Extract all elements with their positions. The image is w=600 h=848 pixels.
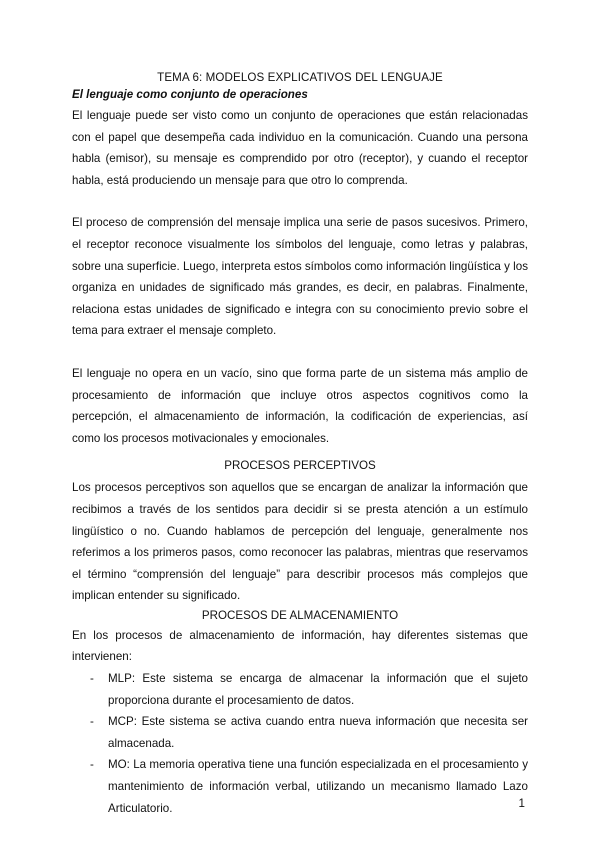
list-item-mcp: [90, 711, 528, 754]
almacenamiento-paragraph: En los procesos de almacenamiento de información, hay diferentes sistemas que intervienen:: [72, 628, 528, 664]
list-item-mo: [90, 754, 528, 819]
document-title: TEMA 6: MODELOS EXPLICATIVOS DEL LENGUAJE: [157, 71, 443, 84]
storage-systems-list: [72, 668, 528, 819]
paragraph-spacer: [72, 191, 528, 212]
page-number: 1: [518, 797, 525, 810]
dash-bullet: -: [90, 715, 94, 729]
list-item-mlp: [90, 668, 528, 711]
dash-bullet: -: [90, 758, 94, 772]
document-page: [72, 70, 528, 819]
intro-paragraph-2: El proceso de comprensión del mensaje implica una serie de pasos sucesivos. Primero, el receptor reconoce visualmente los símbolos del lenguaje, como letras y palabras, sobre una superficie. Luego, interpreta estos símbolos como información lingüística y los organiza en unidades de significado más grandes, es decir, en palabras. Finalmente, relaciona estas unidades de significado e integra con su conocimiento previo sobre el tema para extraer el mensaje completo.: [72, 216, 528, 338]
document-subtitle: El lenguaje como conjunto de operaciones: [72, 88, 308, 101]
paragraph-spacer: [72, 342, 528, 363]
perceptivos-paragraph: Los procesos perceptivos son aquellos que se encargan de analizar la información que recibimos a través de los sentidos para decidir si se presta atención a un estímulo lingüístico o no. Cuando hablamos de percepción del lenguaje, generalmente nos referimos a los primeros pasos, como reconocer las palabras, mientras que reservamos el término “comprensión del lenguaje” para describir procesos más complejos que implican entender su significado.: [72, 481, 528, 603]
list-item-text: MLP: Este sistema se encarga de almacenar la información que el sujeto proporciona durante el procesamiento de datos.: [108, 672, 528, 707]
intro-paragraph-1: El lenguaje puede ser visto como un conjunto de operaciones que están relacionadas con el papel que desempeña cada individuo en la comunicación. Cuando una persona habla (emisor), su mensaje es comprendido por otro (receptor), y cuando el receptor habla, está produciendo un mensaje para que otro lo comprenda.: [72, 109, 528, 187]
list-item-text: MCP: Este sistema se activa cuando entra nueva información que necesita ser almacenada.: [108, 715, 528, 750]
dash-bullet: -: [90, 672, 94, 686]
list-item-text: MO: La memoria operativa tiene una función especializada en el procesamiento y mantenimiento de información verbal, utilizando un mecanismo llamado Lazo Articulatorio.: [108, 758, 528, 815]
section-heading-perceptivos: PROCESOS PERCEPTIVOS: [224, 459, 376, 473]
intro-paragraph-3: El lenguaje no opera en un vacío, sino que forma parte de un sistema más amplio de procesamiento de información que incluye otros aspectos cognitivos como la percepción, el almacenamiento de información, la codificación de experiencias, así como los procesos motivacionales y emocionales.: [72, 366, 528, 445]
section-heading-almacenamiento: PROCESOS DE ALMACENAMIENTO: [201, 608, 399, 622]
